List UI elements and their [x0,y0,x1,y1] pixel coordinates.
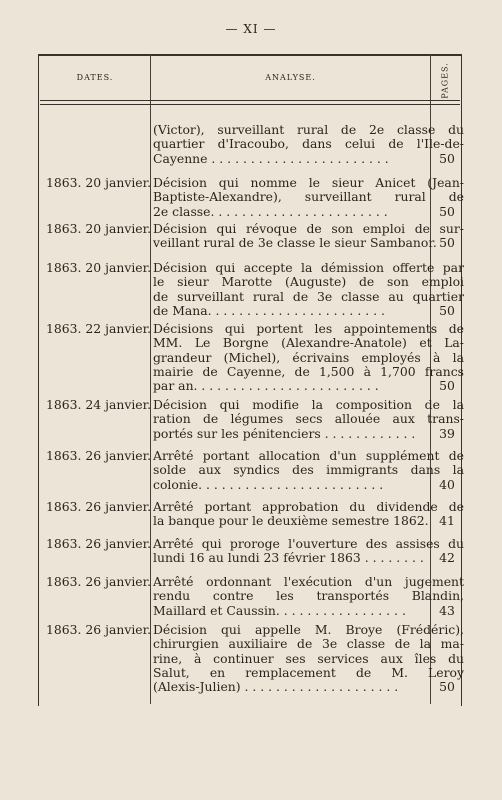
entry-analysis [153,500,464,529]
analysis-line: 2e classe. . . . . . . . . . . . . . . . . . . . . . . [153,204,388,219]
entry-page: 42 [439,550,455,566]
entry-page: 50 [439,235,455,251]
entry-analysis [153,398,464,441]
entry-page: 50 [439,150,455,166]
entry-page: 40 [439,476,455,492]
analysis-line: rine, à continuer ses services aux îles du [153,651,464,666]
entry-date: 1863. 20 janvier. [46,260,152,275]
analysis-line: Décision qui modifie la composition de la [153,398,464,412]
entry-analysis [153,623,464,694]
entry-date: 1863. 26 janvier. [46,622,152,637]
entry-date: 1863. 26 janvier. [46,536,152,551]
analysis-line: quartier d'Iracoubo, dans celui de l'Ile-de- [153,137,464,152]
column-divider [150,54,151,704]
analysis-line: veillant rural de 3e classe le sieur Sambanor. [153,236,437,251]
analysis-line: lundi 16 au lundi 23 février 1863 . . . . . . . . [153,551,424,566]
analysis-line: de surveillant rural de 3e classe au quartier [153,289,464,304]
analysis-line: rendu contre les transportés Blandin, [153,589,464,604]
analysis-line: la banque pour le deuxième semestre 1862. [153,514,429,529]
analysis-line: solde aux syndics des immigrants dans la [153,463,464,478]
analysis-line: Décision qui nomme le sieur Anicet (Jean- [153,176,464,190]
header-rule [40,104,460,105]
entry-analysis [153,176,464,219]
analysis-line: Décision qui révoque de son emploi de sur- [153,222,464,236]
analysis-line: Baptiste-Alexandre), surveillant rural de [153,190,464,205]
entry-date: 1863. 26 janvier. [46,448,152,463]
entry-page: 50 [439,378,455,394]
entry-date: 1863. 22 janvier. [46,321,152,336]
entry-date: 1863. 20 janvier. [46,175,152,190]
entry-analysis [153,222,464,251]
analysis-line: Arrêté ordonnant l'exécution d'un jugement [153,575,464,589]
column-header-analyse: ANALYSE. [265,73,316,82]
header-rule [40,100,460,101]
entry-page: 50 [439,203,455,219]
analysis-line: grandeur (Michel), écrivains employés à la [153,350,464,365]
analysis-line: Décision qui accepte la démission offerte par [153,261,464,275]
entry-page: 50 [439,679,455,695]
analysis-line: chirurgien auxiliaire de 3e classe de la ma- [153,637,464,652]
column-header-pages [430,60,460,100]
analysis-line: (Victor), surveillant rural de 2e classe du [153,123,464,137]
analysis-line: Arrêté portant approbation du dividende de [153,500,464,514]
entry-date: 1863. 20 janvier. [46,221,152,236]
analysis-line: colonie. . . . . . . . . . . . . . . . . . . . . . . . [153,477,384,492]
analysis-line: portés sur les pénitenciers . . . . . . . . . . . . [153,426,416,441]
analysis-line: Arrêté portant allocation d'un supplément de [153,449,464,463]
analysis-line: Arrêté qui proroge l'ouverture des assises du [153,537,464,551]
entry-page: 43 [439,602,455,618]
pages-label: PAGES. [440,61,450,99]
page-number: — XI — [225,22,277,36]
entry-analysis [153,123,464,166]
analysis-line: Maillard et Caussin. . . . . . . . . . . . . . . . . [153,603,406,618]
analysis-line: (Alexis-Julien) . . . . . . . . . . . . . . . . . . . . [153,680,399,695]
entry-page: 50 [439,302,455,318]
analysis-line: Cayenne . . . . . . . . . . . . . . . . . . . . . . . [153,151,389,166]
column-header-dates: DATES. [76,73,114,82]
entry-analysis [153,261,464,318]
entry-page: 41 [439,513,455,529]
analysis-line: Décision qui appelle M. Broye (Frédéric), [153,623,464,637]
analysis-line: de Mana. . . . . . . . . . . . . . . . . . . . . . . [153,303,385,318]
entry-analysis [153,537,464,566]
analysis-line: le sieur Marotte (Auguste) de son emploi [153,275,464,290]
analysis-line: ration de légumes secs allouée aux trans- [153,412,464,427]
entry-page: 39 [439,425,455,441]
entry-date: 1863. 26 janvier. [46,499,152,514]
entry-analysis [153,575,464,618]
analysis-line: MM. Le Borgne (Alexandre-Anatole) et La- [153,336,464,351]
analysis-line: Décisions qui portent les appointements de [153,322,464,336]
analysis-line: mairie de Cayenne, de 1,500 à 1,700 francs [153,364,464,379]
analysis-line: Salut, en remplacement de M. Leroy [153,665,464,680]
entry-date: 1863. 26 janvier. [46,574,152,589]
analysis-line: par an. . . . . . . . . . . . . . . . . . . . . . . . [153,379,379,394]
entry-analysis [153,322,464,393]
entry-date: 1863. 24 janvier. [46,397,152,412]
entry-analysis [153,449,464,492]
